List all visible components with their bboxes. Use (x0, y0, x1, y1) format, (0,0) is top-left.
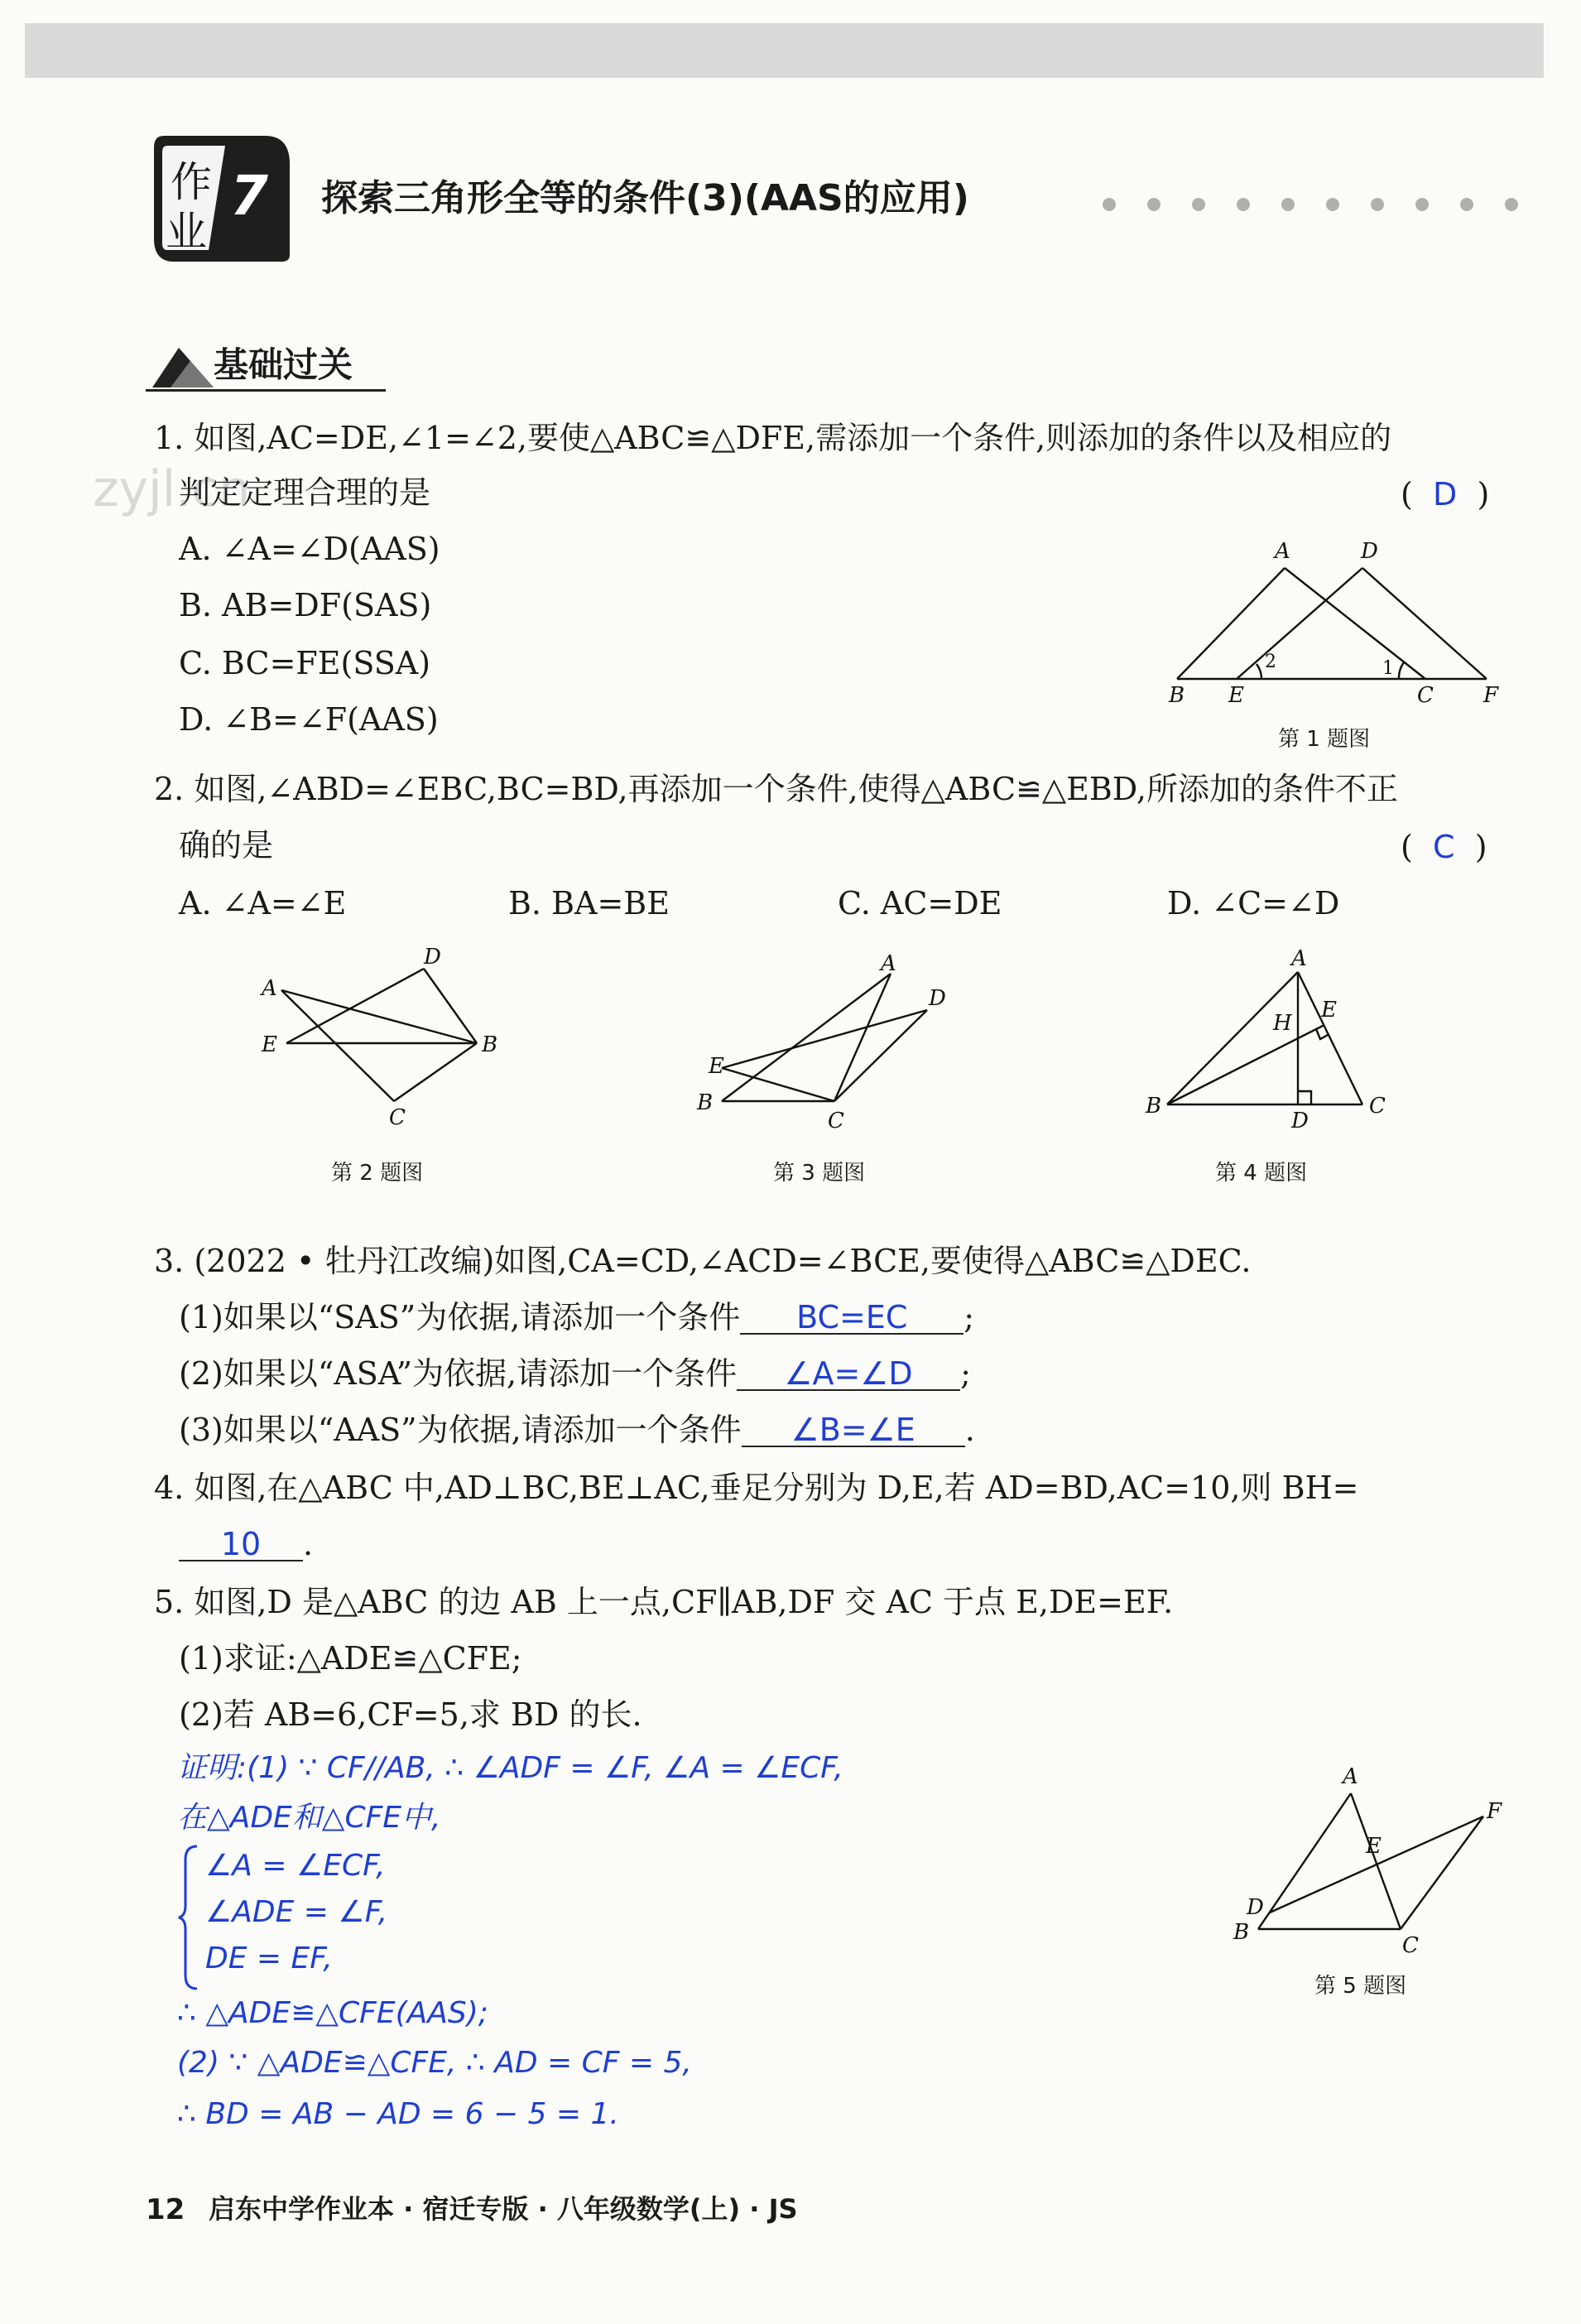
section-triangle-icon (146, 338, 220, 392)
fig5-label-f: F (1487, 1799, 1502, 1824)
q3-part2: (2)如果以“ASA”为依据,请添加一个条件 ∠A=∠D ; (179, 1355, 971, 1392)
fig2-label-b: B (482, 1032, 498, 1057)
fig1-caption: 第 1 题图 (1278, 727, 1371, 752)
q1-option-d: D. ∠B=∠F(AAS) (179, 701, 439, 738)
solution-line-2: 在△ADE和△CFE中, (177, 1801, 441, 1835)
fig4-label-b: B (1146, 1094, 1162, 1119)
solution-line-4: ∠ADE = ∠F, (205, 1895, 388, 1929)
solution-line-7: (2) ∵ △ADE≌△CFE, ∴ AD = CF = 5, (177, 2046, 692, 2080)
page-number: 12 (146, 2193, 185, 2226)
q1-answer: D (1433, 476, 1458, 512)
q1-option-c: C. BC=FE(SSA) (179, 645, 431, 681)
q2-answer: C (1433, 829, 1455, 865)
fig3-label-b: B (697, 1090, 714, 1115)
q2-stem-line2: 确的是 (179, 827, 274, 864)
q1-stem-line1: 1. 如图,AC=DE,∠1=∠2,要使△ABC≌△DFE,需添加一个条件,则添加的条件以及相应的 (154, 420, 1392, 456)
q1-answer-bracket: ( D ) (1401, 476, 1490, 512)
fig3-caption: 第 3 题图 (773, 1161, 866, 1186)
figure-2 (248, 939, 521, 1138)
fig5-label-d: D (1247, 1895, 1264, 1920)
fig3-label-e: E (709, 1054, 724, 1079)
fig4-label-c: C (1369, 1094, 1386, 1119)
fig4-label-d: D (1291, 1109, 1309, 1133)
q4-answer-line: 10 . (179, 1528, 313, 1561)
fig5-label-c: C (1402, 1933, 1419, 1954)
fig3-label-a: A (881, 951, 896, 976)
q2-option-a: A. ∠A=∠E (179, 885, 347, 921)
fig4-label-h: H (1273, 1011, 1292, 1036)
fig1-label-2: 2 (1265, 652, 1276, 672)
q3-blank-2: ∠A=∠D (737, 1358, 960, 1391)
solution-line-6: ∴ △ADE≌△CFE(AAS); (177, 1996, 488, 2030)
q3-stem: 3. (2022 • 牡丹江改编)如图,CA=CD,∠ACD=∠BCE,要使得△ABC≌△DEC. (154, 1243, 1252, 1279)
badge-char-bottom: 业 (166, 208, 207, 256)
section-title: 基础过关 (214, 344, 353, 385)
fig4-label-e: E (1321, 998, 1337, 1022)
q2-option-b: B. BA=BE (508, 885, 670, 921)
fig5-label-b: B (1233, 1920, 1250, 1945)
q2-stem-line1: 2. 如图,∠ABD=∠EBC,BC=BD,再添加一个条件,使得△ABC≌△EBD,所添加的条件不正 (154, 771, 1398, 807)
footer-text: 启东中学作业本 · 宿迁专版 · 八年级数学(上) · JS (209, 2193, 798, 2225)
solution-line-3: ∠A = ∠ECF, (205, 1849, 386, 1883)
fig5-label-a: A (1343, 1764, 1358, 1789)
q3-blank-3: ∠B=∠E (742, 1414, 965, 1447)
homework-badge (149, 131, 295, 265)
figure-1 (1151, 530, 1515, 712)
section-underline (146, 389, 386, 392)
fig1-label-d: D (1361, 539, 1378, 564)
lesson-title: 探索三角形全等的条件(3)(AAS的应用) (321, 177, 969, 219)
fig2-label-a: A (262, 976, 277, 1001)
q5-part1: (1)求证:△ADE≌△CFE; (179, 1640, 522, 1677)
figure-3 (679, 944, 960, 1143)
q3-part1: (1)如果以“SAS”为依据,请添加一个条件 BC=EC ; (179, 1299, 975, 1335)
top-gray-band (25, 23, 1544, 78)
q2-answer-bracket: ( C ) (1401, 829, 1487, 865)
q4-blank: 10 (179, 1528, 303, 1561)
figure-4 (1134, 944, 1399, 1134)
fig1-label-e: E (1228, 683, 1244, 708)
fig4-caption: 第 4 题图 (1215, 1161, 1308, 1186)
fig1-label-c: C (1417, 683, 1434, 708)
q1-option-b: B. AB=DF(SAS) (179, 587, 432, 623)
fig1-label-b: B (1169, 683, 1185, 708)
fig3-label-d: D (929, 986, 946, 1011)
fig2-label-d: D (424, 945, 441, 970)
q2-option-d: D. ∠C=∠D (1167, 885, 1340, 921)
fig5-label-e: E (1366, 1834, 1382, 1859)
q5-part2: (2)若 AB=6,CF=5,求 BD 的长. (179, 1696, 642, 1733)
q2-option-c: C. AC=DE (838, 885, 1002, 921)
fig3-label-c: C (828, 1109, 844, 1133)
figure-5 (1217, 1755, 1515, 1954)
solution-line-1: 证明:(1) ∵ CF//AB, ∴ ∠ADF = ∠F, ∠A = ∠ECF, (177, 1751, 843, 1785)
solution-line-8: ∴ BD = AB − AD = 6 − 5 = 1. (177, 2097, 619, 2131)
q4-stem: 4. 如图,在△ABC 中,AD⊥BC,BE⊥AC,垂足分别为 D,E,若 AD=BD,AC=10,则 BH= (154, 1470, 1359, 1506)
fig5-caption: 第 5 题图 (1314, 1974, 1407, 1999)
solution-line-5: DE = EF, (205, 1941, 333, 1975)
q1-option-a: A. ∠A=∠D(AAS) (179, 531, 440, 567)
fig1-label-1: 1 (1382, 658, 1394, 679)
fig4-label-a: A (1291, 946, 1307, 971)
fig2-label-c: C (389, 1105, 406, 1130)
badge-char-top: 作 (171, 158, 212, 206)
fig1-label-a: A (1275, 539, 1290, 564)
solution-brace (177, 1843, 202, 1992)
fig1-label-f: F (1483, 683, 1499, 708)
title-dots (1101, 195, 1531, 214)
fig2-caption: 第 2 题图 (331, 1161, 424, 1186)
fig2-label-e: E (262, 1032, 277, 1057)
q3-part3: (3)如果以“AAS”为依据,请添加一个条件 ∠B=∠E . (179, 1412, 975, 1448)
q5-stem: 5. 如图,D 是△ABC 的边 AB 上一点,CF∥AB,DF 交 AC 于点 E,DE=EF. (154, 1584, 1174, 1620)
q1-stem-line2: 判定定理合理的是 (179, 474, 431, 511)
q3-blank-1: BC=EC (740, 1302, 963, 1335)
watermark: zyjl.cn (93, 460, 251, 518)
badge-number: 7 (230, 164, 268, 228)
